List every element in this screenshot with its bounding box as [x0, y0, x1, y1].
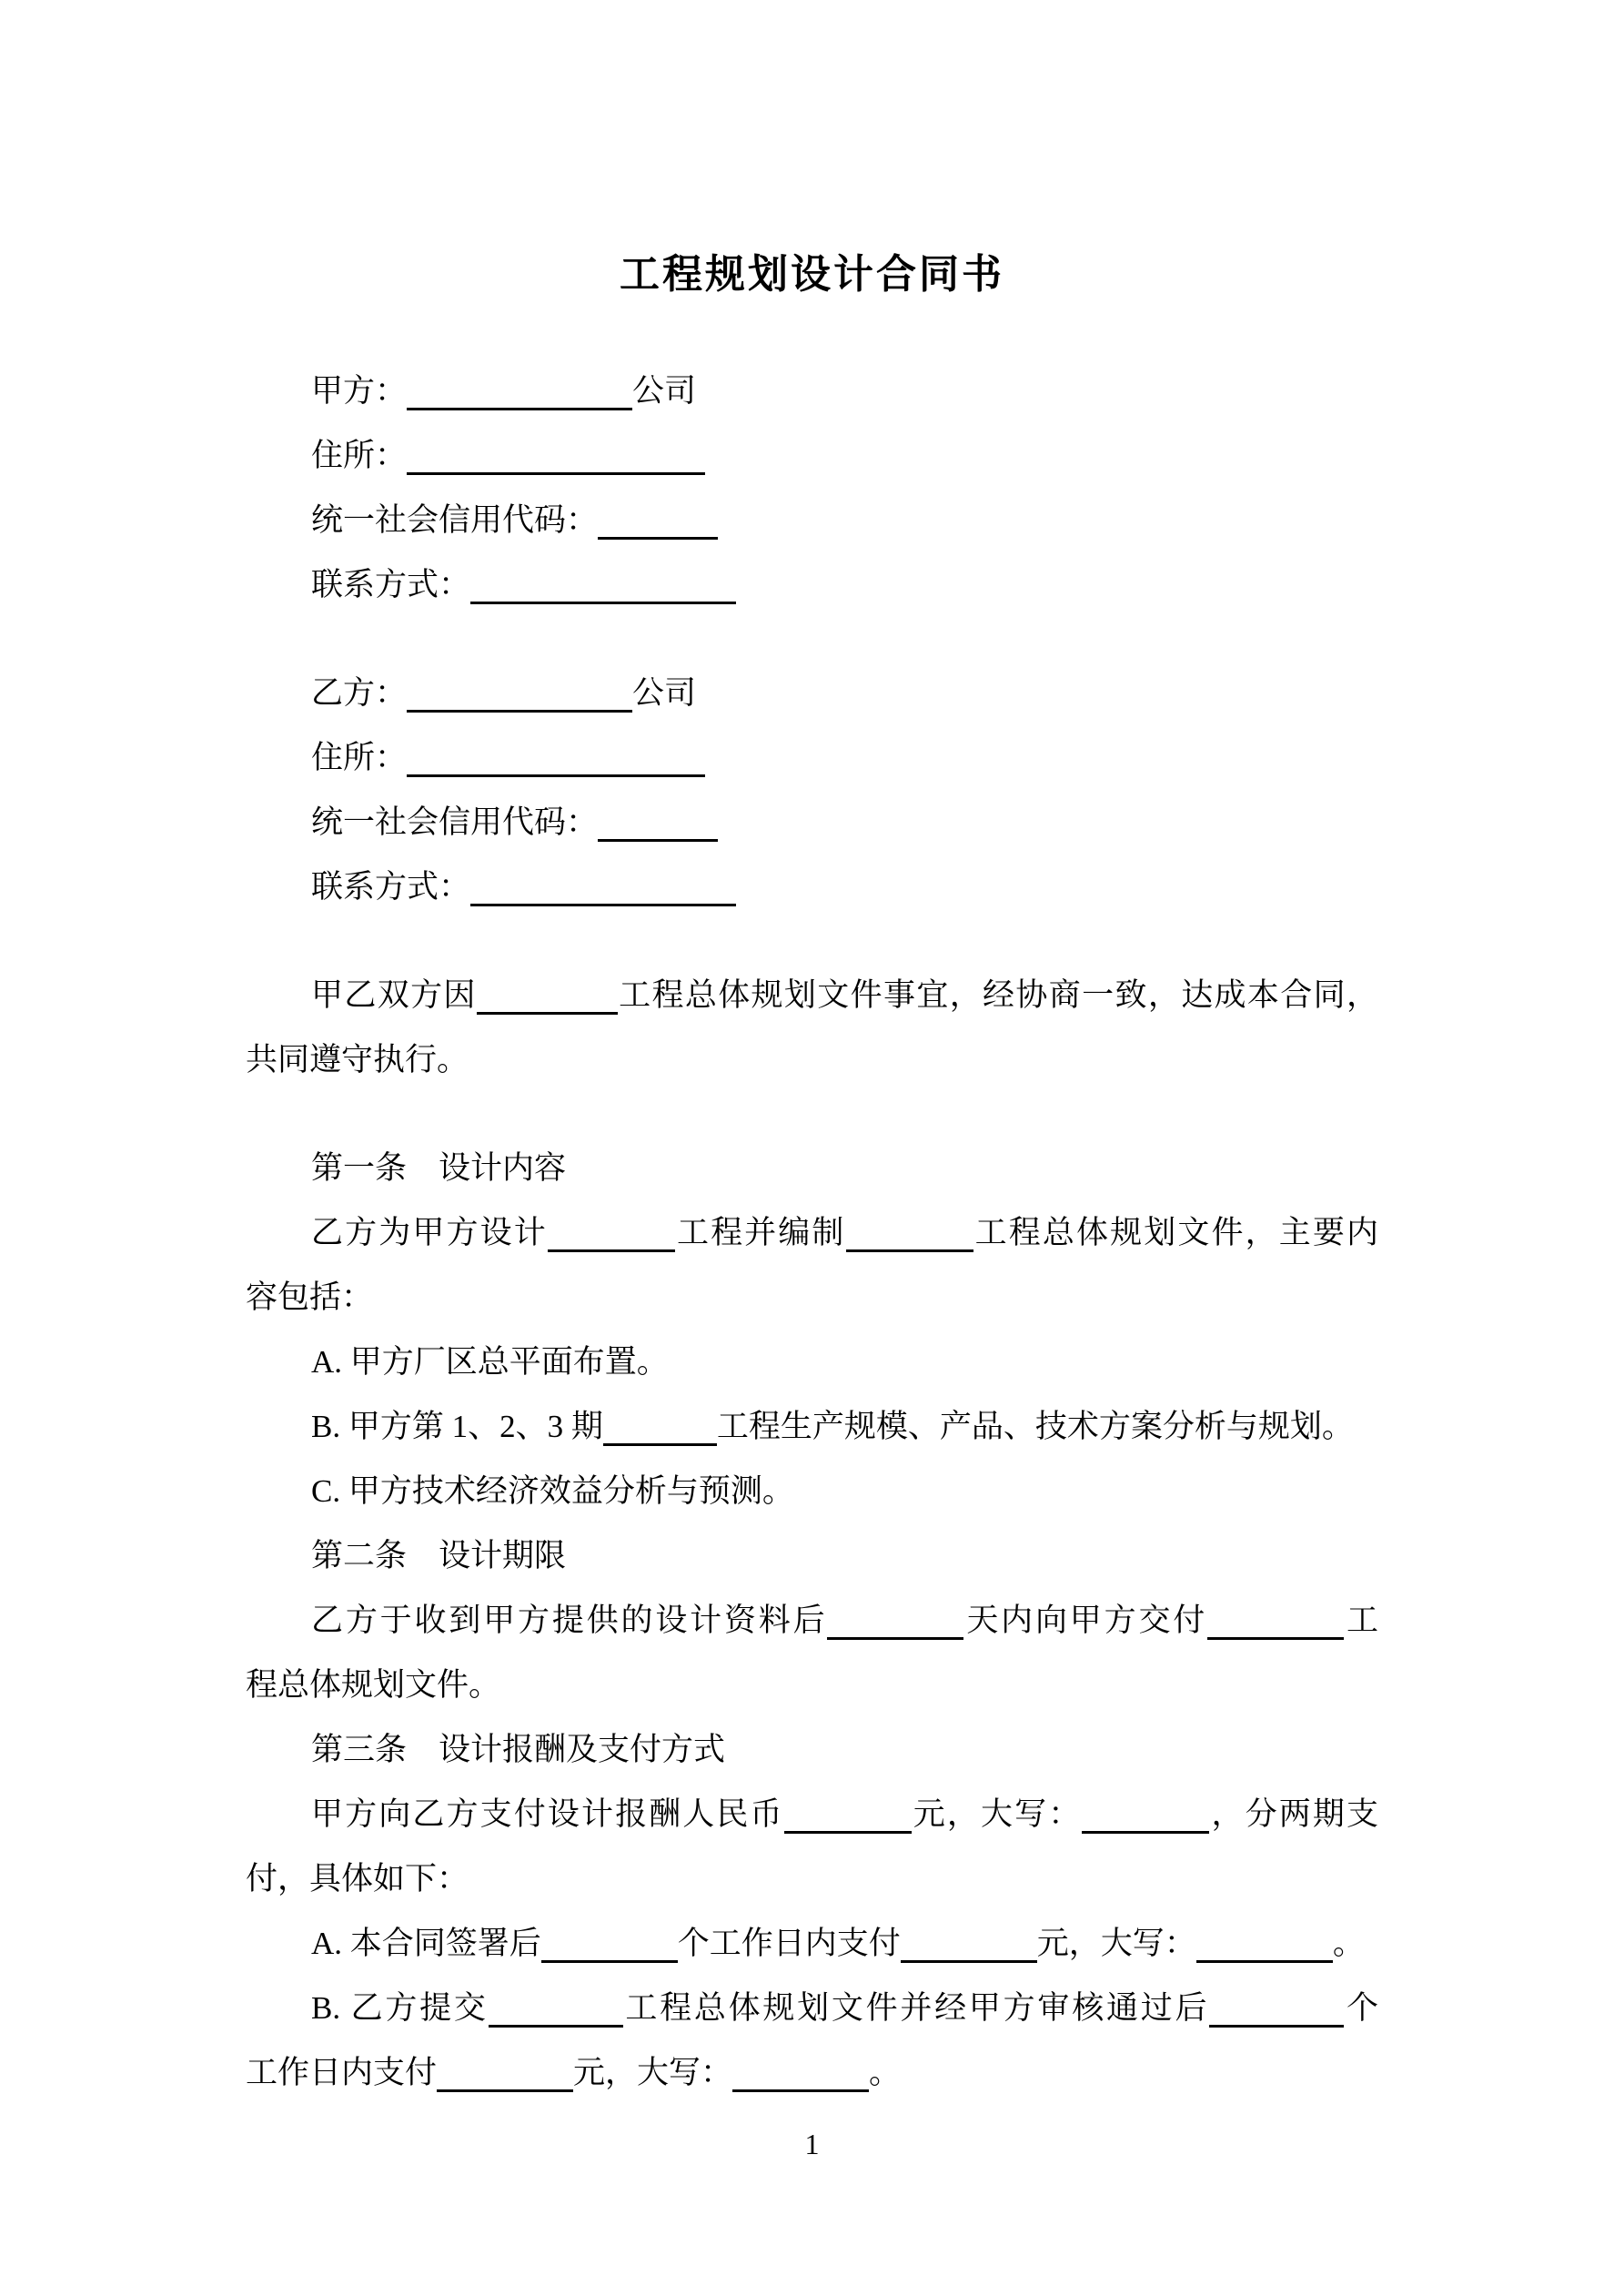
text-run: 住所： [311, 740, 408, 775]
blank-field [603, 1405, 717, 1446]
text-run: 工 [1344, 1603, 1378, 1638]
blank-field [732, 2051, 869, 2092]
text-run: 乙方： [311, 675, 408, 711]
text-line [246, 1459, 1378, 1523]
blank-field [407, 736, 705, 777]
text-line [246, 963, 1378, 1027]
text-run: C. 甲方技术经济效益分析与预测。 [311, 1473, 794, 1509]
text-line [246, 488, 1378, 552]
text-run: A. 甲方厂区总平面布置。 [311, 1344, 669, 1380]
text-line [246, 2040, 1378, 2105]
blank-field [477, 974, 618, 1015]
blank-field [1207, 1599, 1344, 1640]
text-line [246, 1523, 1378, 1588]
text-run: 个 [1344, 1990, 1378, 2026]
text-run: 第一条 设计内容 [311, 1150, 567, 1186]
text-line [246, 1330, 1378, 1394]
text-run: 工程总体规划文件，主要内 [973, 1215, 1378, 1250]
text-line [246, 1394, 1378, 1459]
text-line [246, 1911, 1378, 1976]
text-run: 程总体规划文件。 [246, 1667, 501, 1703]
text-run: 公司 [632, 373, 697, 409]
blank-field [827, 1599, 963, 1640]
blank-field [541, 1922, 678, 1963]
blank-field [470, 865, 736, 906]
blank-field [470, 563, 736, 604]
text-run: ，分两期支 [1209, 1796, 1378, 1832]
text-line [246, 552, 1378, 617]
text-line [246, 855, 1378, 919]
text-run: 住所： [311, 438, 408, 473]
text-run: 公司 [632, 675, 697, 711]
text-run: 付，具体如下： [246, 1861, 469, 1896]
text-run: 乙方于收到甲方提供的设计资料后 [311, 1603, 828, 1638]
text-run: 甲方： [311, 373, 408, 409]
text-run: 共同遵守执行。 [246, 1042, 469, 1077]
text-run: 工程总体规划文件事宜，经协商一致，达成本合同， [617, 977, 1378, 1013]
text-run: 工作日内支付 [246, 2055, 438, 2090]
blank-field [407, 434, 705, 475]
document-body [246, 359, 1378, 2105]
text-run: 。 [1332, 1926, 1365, 1961]
text-line [246, 1846, 1378, 1911]
text-line [246, 661, 1378, 725]
text-line [246, 359, 1378, 423]
text-run: 工程生产规模、产品、技术方案分析与规划。 [716, 1409, 1354, 1444]
text-run: B. 乙方提交 [311, 1990, 489, 2026]
text-run: 工程并编制 [674, 1215, 846, 1250]
text-line [246, 790, 1378, 855]
blank-field [489, 1987, 623, 2028]
blank-field [784, 1793, 912, 1834]
text-line [246, 1588, 1378, 1653]
text-run: 个工作日内支付 [677, 1926, 901, 1961]
text-line [246, 1653, 1378, 1717]
text-run: 第三条 设计报酬及支付方式 [311, 1732, 726, 1767]
text-run: 。 [869, 2055, 902, 2090]
text-run: 统一社会信用代码： [311, 804, 599, 840]
blank-field [598, 499, 718, 540]
text-run: 联系方式： [311, 567, 471, 602]
blank-field [437, 2051, 573, 2092]
text-line [246, 725, 1378, 790]
text-run: 乙方为甲方设计 [311, 1215, 548, 1250]
text-run: 工程总体规划文件并经甲方审核通过后 [622, 1990, 1210, 2026]
text-line [246, 423, 1378, 488]
text-run: 第二条 设计期限 [311, 1538, 567, 1573]
text-line [246, 1136, 1378, 1200]
blank-field [1196, 1922, 1333, 1963]
text-line [246, 1200, 1378, 1265]
text-run: 元，大写： [1036, 1926, 1196, 1961]
text-run: B. 甲方第 1、2、3 期 [311, 1409, 603, 1444]
text-run: 元，大写： [573, 2055, 733, 2090]
text-run: 联系方式： [311, 869, 471, 905]
blank-field [598, 801, 718, 842]
document-title: 工程规划设计合同书 [620, 252, 1004, 297]
text-line [246, 1976, 1378, 2040]
text-run: 容包括： [246, 1279, 374, 1315]
text-run: A. 本合同签署后 [311, 1926, 541, 1961]
blank-field [901, 1922, 1037, 1963]
text-line [246, 1717, 1378, 1782]
page-number: 1 [804, 2128, 820, 2160]
text-run: 甲乙双方因 [311, 977, 477, 1013]
text-run: 统一社会信用代码： [311, 502, 599, 538]
blank-field [1082, 1793, 1209, 1834]
blank-field [1209, 1987, 1344, 2028]
blank-field [846, 1211, 973, 1252]
blank-field [407, 369, 632, 410]
text-run: 甲方向乙方支付设计报酬人民币 [311, 1796, 784, 1832]
text-run: 天内向甲方交付 [963, 1603, 1208, 1638]
text-run: 元，大写： [911, 1796, 1083, 1832]
blank-field [548, 1211, 675, 1252]
text-line [246, 1782, 1378, 1846]
blank-field [407, 672, 632, 713]
text-line [246, 1265, 1378, 1330]
text-line [246, 1027, 1378, 1092]
